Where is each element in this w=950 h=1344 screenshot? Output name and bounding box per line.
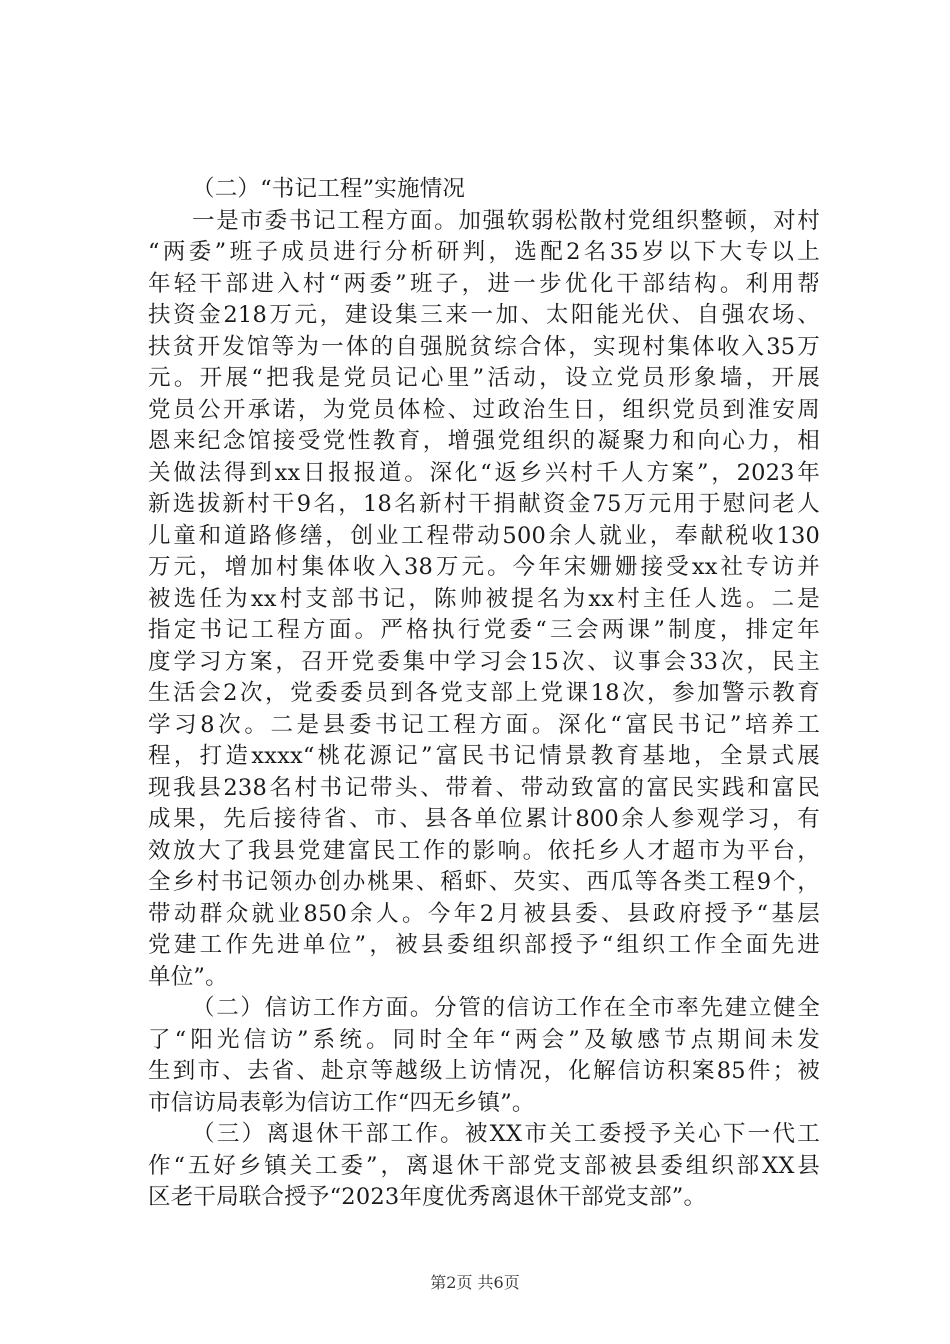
paragraph-line: 带动群众就业850余人。今年2月被县委、县政府授予“基层 <box>148 900 820 927</box>
paragraph-line: 儿童和道路修缮，创业工程带动500余人就业，奉献税收130 <box>148 522 820 549</box>
paragraph-line: 现我县238名村书记带头、带着、带动致富的富民实践和富民 <box>148 774 820 801</box>
paragraph-line: 指定书记工程方面。严格执行党委“三会两课”制度，排定年 <box>148 617 820 643</box>
paragraph-line: 关做法得到xx日报报道。深化“返乡兴村千人方案”，2023年 <box>148 459 820 486</box>
paragraph-line: （二）信访工作方面。分管的信访工作在全市率先建立健全 <box>192 995 820 1021</box>
paragraph-line: 恩来纪念馆接受党性教育，增强党组织的凝聚力和向心力，相 <box>148 428 820 454</box>
paragraph-line: 被选任为xx村支部书记，陈帅被提名为xx村主任人选。二是 <box>148 585 820 612</box>
section-heading: （二）“书记工程”实施情况 <box>192 176 466 202</box>
paragraph-line: 扶资金218万元，建设集三来一加、太阳能光伏、自强农场、 <box>148 302 820 328</box>
paragraph-secretary-project <box>148 206 820 994</box>
paragraph-line: 成果，先后接待省、市、县各单位累计800余人参观学习，有 <box>148 806 820 832</box>
paragraph-line: 全乡村书记领办创办桃果、稻虾、芡实、西瓜等各类工程9个， <box>148 869 820 895</box>
paragraph-line: 区老干局联合授予“2023年度优秀离退休干部党支部”。 <box>148 1184 707 1210</box>
page-footer <box>0 1270 950 1293</box>
document-body <box>148 174 820 1214</box>
paragraph-line: 度学习方案，召开党委集中学习会15次、议事会33次，民主 <box>148 648 820 675</box>
paragraph-line: 单位”。 <box>148 963 228 990</box>
paragraph-line: “两委”班子成员进行分析研判，选配2名35岁以下大专以上 <box>148 239 820 265</box>
paragraph-line: 一是市委书记工程方面。加强软弱松散村党组织整顿，对村 <box>192 207 820 234</box>
paragraph-line: 生活会2次，党委委员到各党支部上党课18次，参加警示教育 <box>148 680 820 706</box>
paragraph-line: 党员公开承诺，为党员体检、过政治生日，组织党员到淮安周 <box>148 396 820 423</box>
paragraph-line: 了“阳光信访”系统。同时全年“两会”及敏感节点期间未发 <box>148 1026 820 1053</box>
paragraph-retired-cadres <box>148 1119 820 1214</box>
paragraph-line: 党建工作先进单位”，被县委组织部授予“组织工作全面先进 <box>148 932 820 958</box>
paragraph-line: 元。开展“把我是党员记心里”活动，设立党员形象墙，开展 <box>148 365 820 391</box>
paragraph-line: 生到市、去省、赴京等越级上访情况，化解信访积案85件；被 <box>148 1058 820 1084</box>
paragraph-line: 年轻干部进入村“两委”班子，进一步优化干部结构。利用帮 <box>148 270 820 297</box>
paragraph-line: 扶贫开发馆等为一体的自强脱贫综合体，实现村集体收入35万 <box>148 333 820 360</box>
paragraph-line: 程，打造xxxx“桃花源记”富民书记情景教育基地，全景式展 <box>148 743 820 769</box>
page-indicator: 第2页 共6页 <box>430 1273 520 1292</box>
paragraph-petition-work <box>148 993 820 1119</box>
paragraph-line: 效放大了我县党建富民工作的影响。依托乡人才超市为平台， <box>148 837 820 864</box>
paragraph-line: （三）离退休干部工作。被XX市关工委授予关心下一代工 <box>192 1121 820 1147</box>
paragraph-line: 万元，增加村集体收入38万元。今年宋姗姗接受xx社专访并 <box>148 554 820 580</box>
paragraph-line: 学习8次。二是县委书记工程方面。深化“富民书记”培养工 <box>148 711 820 738</box>
paragraph-line: 作“五好乡镇关工委”，离退休干部党支部被县委组织部XX县 <box>148 1152 820 1179</box>
paragraph-line: 市信访局表彰为信访工作“四无乡镇”。 <box>148 1089 535 1116</box>
paragraph-line: 新选拔新村干9名，18名新村干捐献资金75万元用于慰问老人 <box>148 491 820 517</box>
